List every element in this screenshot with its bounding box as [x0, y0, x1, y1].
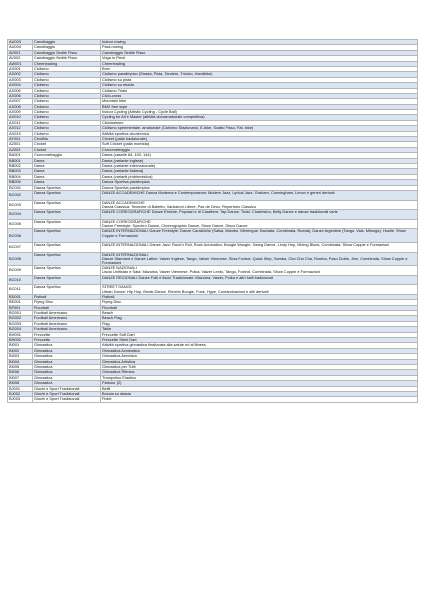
cell-discipline: Ginnastica per Tutti	[101, 364, 418, 369]
cell-category: Dama	[33, 163, 101, 168]
cell-category: Football Americano	[33, 321, 101, 326]
cell-code: BE001	[8, 300, 33, 305]
table-body	[8, 40, 418, 403]
cell-discipline: Ciclismo su pista	[101, 77, 418, 82]
cell-category: Ciclismo	[33, 120, 101, 125]
table-row	[8, 397, 418, 402]
cell-discipline: BMX free style	[101, 104, 418, 109]
cell-discipline: Cheerleading	[101, 61, 418, 66]
cell-code: BC001	[8, 185, 33, 190]
cell-code: BB004	[8, 174, 33, 179]
table-row	[8, 200, 418, 210]
cell-code: BI007	[8, 375, 33, 380]
cell-discipline: DANZE NAZIONALI Liscio Unificato e Sala: Mazurka, Valzer Viennese, Polka, Valzer Lento, Tango, Foxtrot, Combinata, Show Coppie e Formazioni	[101, 266, 418, 276]
table-row	[8, 242, 418, 252]
cell-category: Danza Sportiva	[33, 185, 101, 190]
cell-category: Ginnastica	[33, 381, 101, 386]
cell-discipline: Flag	[101, 321, 418, 326]
cell-category: Cricket	[33, 147, 101, 152]
cell-code: BB005	[8, 180, 33, 185]
cell-code: AX009	[8, 110, 33, 115]
cell-discipline: Dama (variante internazionale)	[101, 163, 418, 168]
cell-category: Fistball	[33, 294, 101, 299]
table-row	[8, 252, 418, 266]
cell-code: BJ003	[8, 397, 33, 402]
table-row	[8, 285, 418, 295]
cell-category: Ginnastica	[33, 359, 101, 364]
cell-category: Cinofilia	[33, 137, 101, 142]
cell-category: Dama	[33, 174, 101, 179]
cell-category: Danza Sportiva	[33, 252, 101, 266]
cell-category: Canottaggio Sedile Fisso	[33, 56, 101, 61]
cell-code: BA001	[8, 153, 33, 158]
cell-category: Floorball	[33, 305, 101, 310]
cell-code: BB001	[8, 158, 33, 163]
cell-code: BC003	[8, 200, 33, 210]
cell-code: BC002	[8, 190, 33, 200]
cell-discipline: Freccette Steel Dart	[101, 338, 418, 343]
cell-discipline: DANZE INTERNAZIONALI Danze Standard e Danze Latine: Valzer Inglese, Tango, Valzer Viennese, Slow Foxtrot, Quick Step, Samba, Cha Cha Cha, Rumba, Paso Doble, Jive, Combinata, Show Coppie e Formazioni	[101, 252, 418, 266]
cell-discipline: STREET DANCE Urban Dance: Hip Hop, Break Dance, Electric Boogie, Funk, Hype, Contaminazioni e stili derivati	[101, 285, 418, 295]
cell-category: Ciclismo	[33, 88, 101, 93]
cell-category: Ciclismo	[33, 83, 101, 88]
cell-code: AX001	[8, 66, 33, 71]
sports-table-sheet	[7, 39, 417, 403]
cell-discipline: Fistball	[101, 294, 418, 299]
cell-code: BG001	[8, 311, 33, 316]
cell-category: Danza Sportiva	[33, 275, 101, 285]
cell-discipline: Dama (variante inglese)	[101, 158, 418, 163]
cell-code: BG004	[8, 327, 33, 332]
cell-discipline: Dama (caselle 64, 100, 144)	[101, 153, 418, 158]
table-row	[8, 190, 418, 200]
cell-code: AX005	[8, 88, 33, 93]
cell-category: Freccette	[33, 338, 101, 343]
cell-code: AX007	[8, 99, 33, 104]
cell-code: BI004	[8, 359, 33, 364]
cell-category: Flying Disc	[33, 300, 101, 305]
cell-category: Ginnastica	[33, 348, 101, 353]
cell-discipline: Parkour (2)	[101, 381, 418, 386]
cell-discipline: Ginnastica Aerobica	[101, 354, 418, 359]
cell-discipline: Freccette Soft Dart	[101, 332, 418, 337]
cell-code: BG002	[8, 316, 33, 321]
cell-discipline: Canottaggio Sedile Fisso	[101, 50, 418, 55]
cell-discipline: Attività sportiva cinotecnica	[101, 131, 418, 136]
cell-code: AU003	[8, 40, 33, 45]
cell-code: AU004	[8, 45, 33, 50]
cell-discipline: Ciclismo paralimpico (Strada, Pista, Tandem, Triciclo, Handbike)	[101, 72, 418, 77]
cell-discipline: Voga in Piedi	[101, 56, 418, 61]
cell-code: AX012	[8, 126, 33, 131]
cell-discipline: Ginnastica Ritmica	[101, 370, 418, 375]
cell-discipline: Ciclismo Trials	[101, 88, 418, 93]
cell-code: AX002	[8, 72, 33, 77]
cell-category: Ciclismo	[33, 115, 101, 120]
cell-discipline: Danza Sportiva paralimpica	[101, 185, 418, 190]
cell-category: Danza Sportiva	[33, 219, 101, 229]
cell-code: AX004	[8, 83, 33, 88]
cell-discipline: Ciclo-cross	[101, 93, 418, 98]
cell-category: Giochi e Sport Tradizionali	[33, 386, 101, 391]
cell-code: BC006	[8, 229, 33, 243]
cell-discipline: Dama (variante italiana)	[101, 169, 418, 174]
cell-code: BC005	[8, 219, 33, 229]
cell-discipline: Cricket (palla tradizionale)	[101, 137, 418, 142]
cell-code: BI003	[8, 354, 33, 359]
cell-discipline: DANZE COREOGRAFICHE Danze Etniche, Popolari e di Carattere: Tap Dance, Twist, Charleston, Belly Dance e danze tradizionali varie	[101, 210, 418, 220]
table-row	[8, 266, 418, 276]
cell-code: AV001	[8, 50, 33, 55]
cell-category: Danza Sportiva	[33, 285, 101, 295]
cell-discipline: DANZE ACCADEMICHE Danza Classica: Tecniche di Balletto, Variazioni Libere, Pas de Deux, Repertorio Classico	[101, 200, 418, 210]
cell-category: Ginnastica	[33, 343, 101, 348]
cell-discipline: Floorball	[101, 305, 418, 310]
cell-discipline: Para-rowing	[101, 45, 418, 50]
cell-discipline: DANZE ACCADEMICHE Danza Moderna e Contemporanea: Modern Jazz, Lyrical Jazz, Graham, Cunningham, Limon e generi derivati	[101, 190, 418, 200]
cell-discipline: Cycling for All e Master (attività cicloamatoriale competitiva)	[101, 115, 418, 120]
cell-code: BJ001	[8, 386, 33, 391]
cell-discipline: DANZE INTERNAZIONALI Danze Jazz: Rock'n Roll, Rock Acrobatico, Boogie Woogie, Swing Dance, Lindy Hop, Mixing Blues, Combinata, Show Coppie e Formazioni	[101, 242, 418, 252]
cell-code: BG003	[8, 321, 33, 326]
cell-discipline: DANZE COREOGRAFICHE Danze Freestyle: Synchro Dance, Choreographic Dance, Show Dance, Disco Dance	[101, 219, 418, 229]
cell-discipline: Ginnastica Artistica	[101, 359, 418, 364]
cell-category: Ciclismo	[33, 110, 101, 115]
cell-code: BI006	[8, 370, 33, 375]
cell-category: Dama	[33, 158, 101, 163]
cell-category: Danza Sportiva	[33, 210, 101, 220]
cell-discipline: DANZE INTERNAZIONALI Danze Freestyle: Danze Caraibiche (Salsa, Mambo, Merengue, Bachata, Combinata, Rueda), Danze Argentine (Tango, Vals, Milonga), Hustle, Show Coppie e Formazioni	[101, 229, 418, 243]
cell-code: BI002	[8, 348, 33, 353]
cell-category: Football Americano	[33, 311, 101, 316]
sports-discipline-table	[7, 39, 418, 403]
cell-code: BD001	[8, 294, 33, 299]
cell-category: Ciclismo	[33, 72, 101, 77]
cell-code: AX006	[8, 93, 33, 98]
cell-category: Ciclismo	[33, 93, 101, 98]
cell-code: AX010	[8, 115, 33, 120]
cell-category: Cheerleading	[33, 61, 101, 66]
cell-category: Ginnastica	[33, 354, 101, 359]
cell-category: Giochi e Sport Tradizionali	[33, 397, 101, 402]
cell-code: AX008	[8, 104, 33, 109]
cell-category: Canottaggio Sedile Fisso	[33, 50, 101, 55]
cell-category: Ginnastica	[33, 370, 101, 375]
cell-discipline: Birilli	[101, 386, 418, 391]
cell-discipline: Cicloturismo	[101, 120, 418, 125]
cell-code: AV002	[8, 56, 33, 61]
cell-discipline: Ginnastica Acrobatica	[101, 348, 418, 353]
cell-discipline: Soft Cricket (palla morbida)	[101, 142, 418, 147]
cell-category: Football Americano	[33, 327, 101, 332]
cell-code: AX011	[8, 120, 33, 125]
cell-discipline: Ciclismo sperimentale, amatoriale (Ciclismo Stazionario, E-bike, Scatto Fisso, Fat- bike)	[101, 126, 418, 131]
cell-code: BC009	[8, 266, 33, 276]
cell-category: Danza Sportiva	[33, 242, 101, 252]
cell-category: Danza Sportiva	[33, 190, 101, 200]
cell-code: BC008	[8, 252, 33, 266]
cell-code: BF001	[8, 305, 33, 310]
cell-discipline: Danza Sportiva paralimpica	[101, 180, 418, 185]
cell-code: BB002	[8, 163, 33, 168]
cell-code: BC004	[8, 210, 33, 220]
cell-category: Dama	[33, 180, 101, 185]
cell-category: Ciclismo	[33, 104, 101, 109]
cell-category: Danza Sportiva	[33, 229, 101, 243]
cell-category: Cronometraggio	[33, 153, 101, 158]
cell-category: Cricket	[33, 142, 101, 147]
table-row	[8, 229, 418, 243]
cell-discipline: Beach Flag	[101, 316, 418, 321]
cell-code: BC011	[8, 285, 33, 295]
cell-category: Ciclismo	[33, 77, 101, 82]
cell-discipline: Takle	[101, 327, 418, 332]
cell-code: BH001	[8, 332, 33, 337]
cell-category: Ginnastica	[33, 364, 101, 369]
cell-code: BI008	[8, 381, 33, 386]
cell-discipline: Fiolet	[101, 397, 418, 402]
cell-code: BC010	[8, 275, 33, 285]
cell-category: Danza Sportiva	[33, 200, 101, 210]
cell-code: BC007	[8, 242, 33, 252]
cell-discipline: Beach	[101, 311, 418, 316]
cell-code: BB003	[8, 169, 33, 174]
cell-discipline: Trampolino Elastico	[101, 375, 418, 380]
cell-category: Dama	[33, 169, 101, 174]
cell-code: AZ001	[8, 142, 33, 147]
cell-category: Giochi e Sport Tradizionali	[33, 391, 101, 396]
cell-category: Ciclismo	[33, 99, 101, 104]
cell-discipline: Bmx	[101, 66, 418, 71]
cell-code: AW001	[8, 61, 33, 66]
cell-discipline: Boccia su strada	[101, 391, 418, 396]
cell-category: Football Americano	[33, 316, 101, 321]
cell-code: BJ002	[8, 391, 33, 396]
cell-code: AY001	[8, 137, 33, 142]
cell-discipline: Flying Disc	[101, 300, 418, 305]
cell-discipline: Attività sportiva ginnastica finalizzata alla salute ed al fitness	[101, 343, 418, 348]
cell-discipline: Ciclismo su strada	[101, 83, 418, 88]
cell-discipline: DANZE REGIONALI Danze Folk e liscio Tradizionale: Mazurka, Valzer, Polka e altri balli tradizionali	[101, 275, 418, 285]
cell-code: AX013	[8, 131, 33, 136]
cell-category: Ciclismo	[33, 131, 101, 136]
cell-code: AZ002	[8, 147, 33, 152]
cell-category: Ciclismo	[33, 66, 101, 71]
table-row	[8, 275, 418, 285]
cell-category: Danza Sportiva	[33, 266, 101, 276]
cell-discipline: Indoor Cycling (Artistic Cycling - Cycle Ball)	[101, 110, 418, 115]
cell-category: Ginnastica	[33, 375, 101, 380]
cell-category: Ciclismo	[33, 126, 101, 131]
cell-code: BI001	[8, 343, 33, 348]
cell-code: BH002	[8, 338, 33, 343]
cell-discipline: Cronometraggio	[101, 147, 418, 152]
cell-discipline: Dama (varianti problemistica)	[101, 174, 418, 179]
cell-category: Freccette	[33, 332, 101, 337]
table-row	[8, 219, 418, 229]
cell-discipline: Indoor rowing	[101, 40, 418, 45]
cell-code: AX003	[8, 77, 33, 82]
cell-code: BI005	[8, 364, 33, 369]
cell-category: Canottaggio	[33, 45, 101, 50]
cell-discipline: Mountain bike	[101, 99, 418, 104]
table-row	[8, 210, 418, 220]
cell-category: Canottaggio	[33, 40, 101, 45]
